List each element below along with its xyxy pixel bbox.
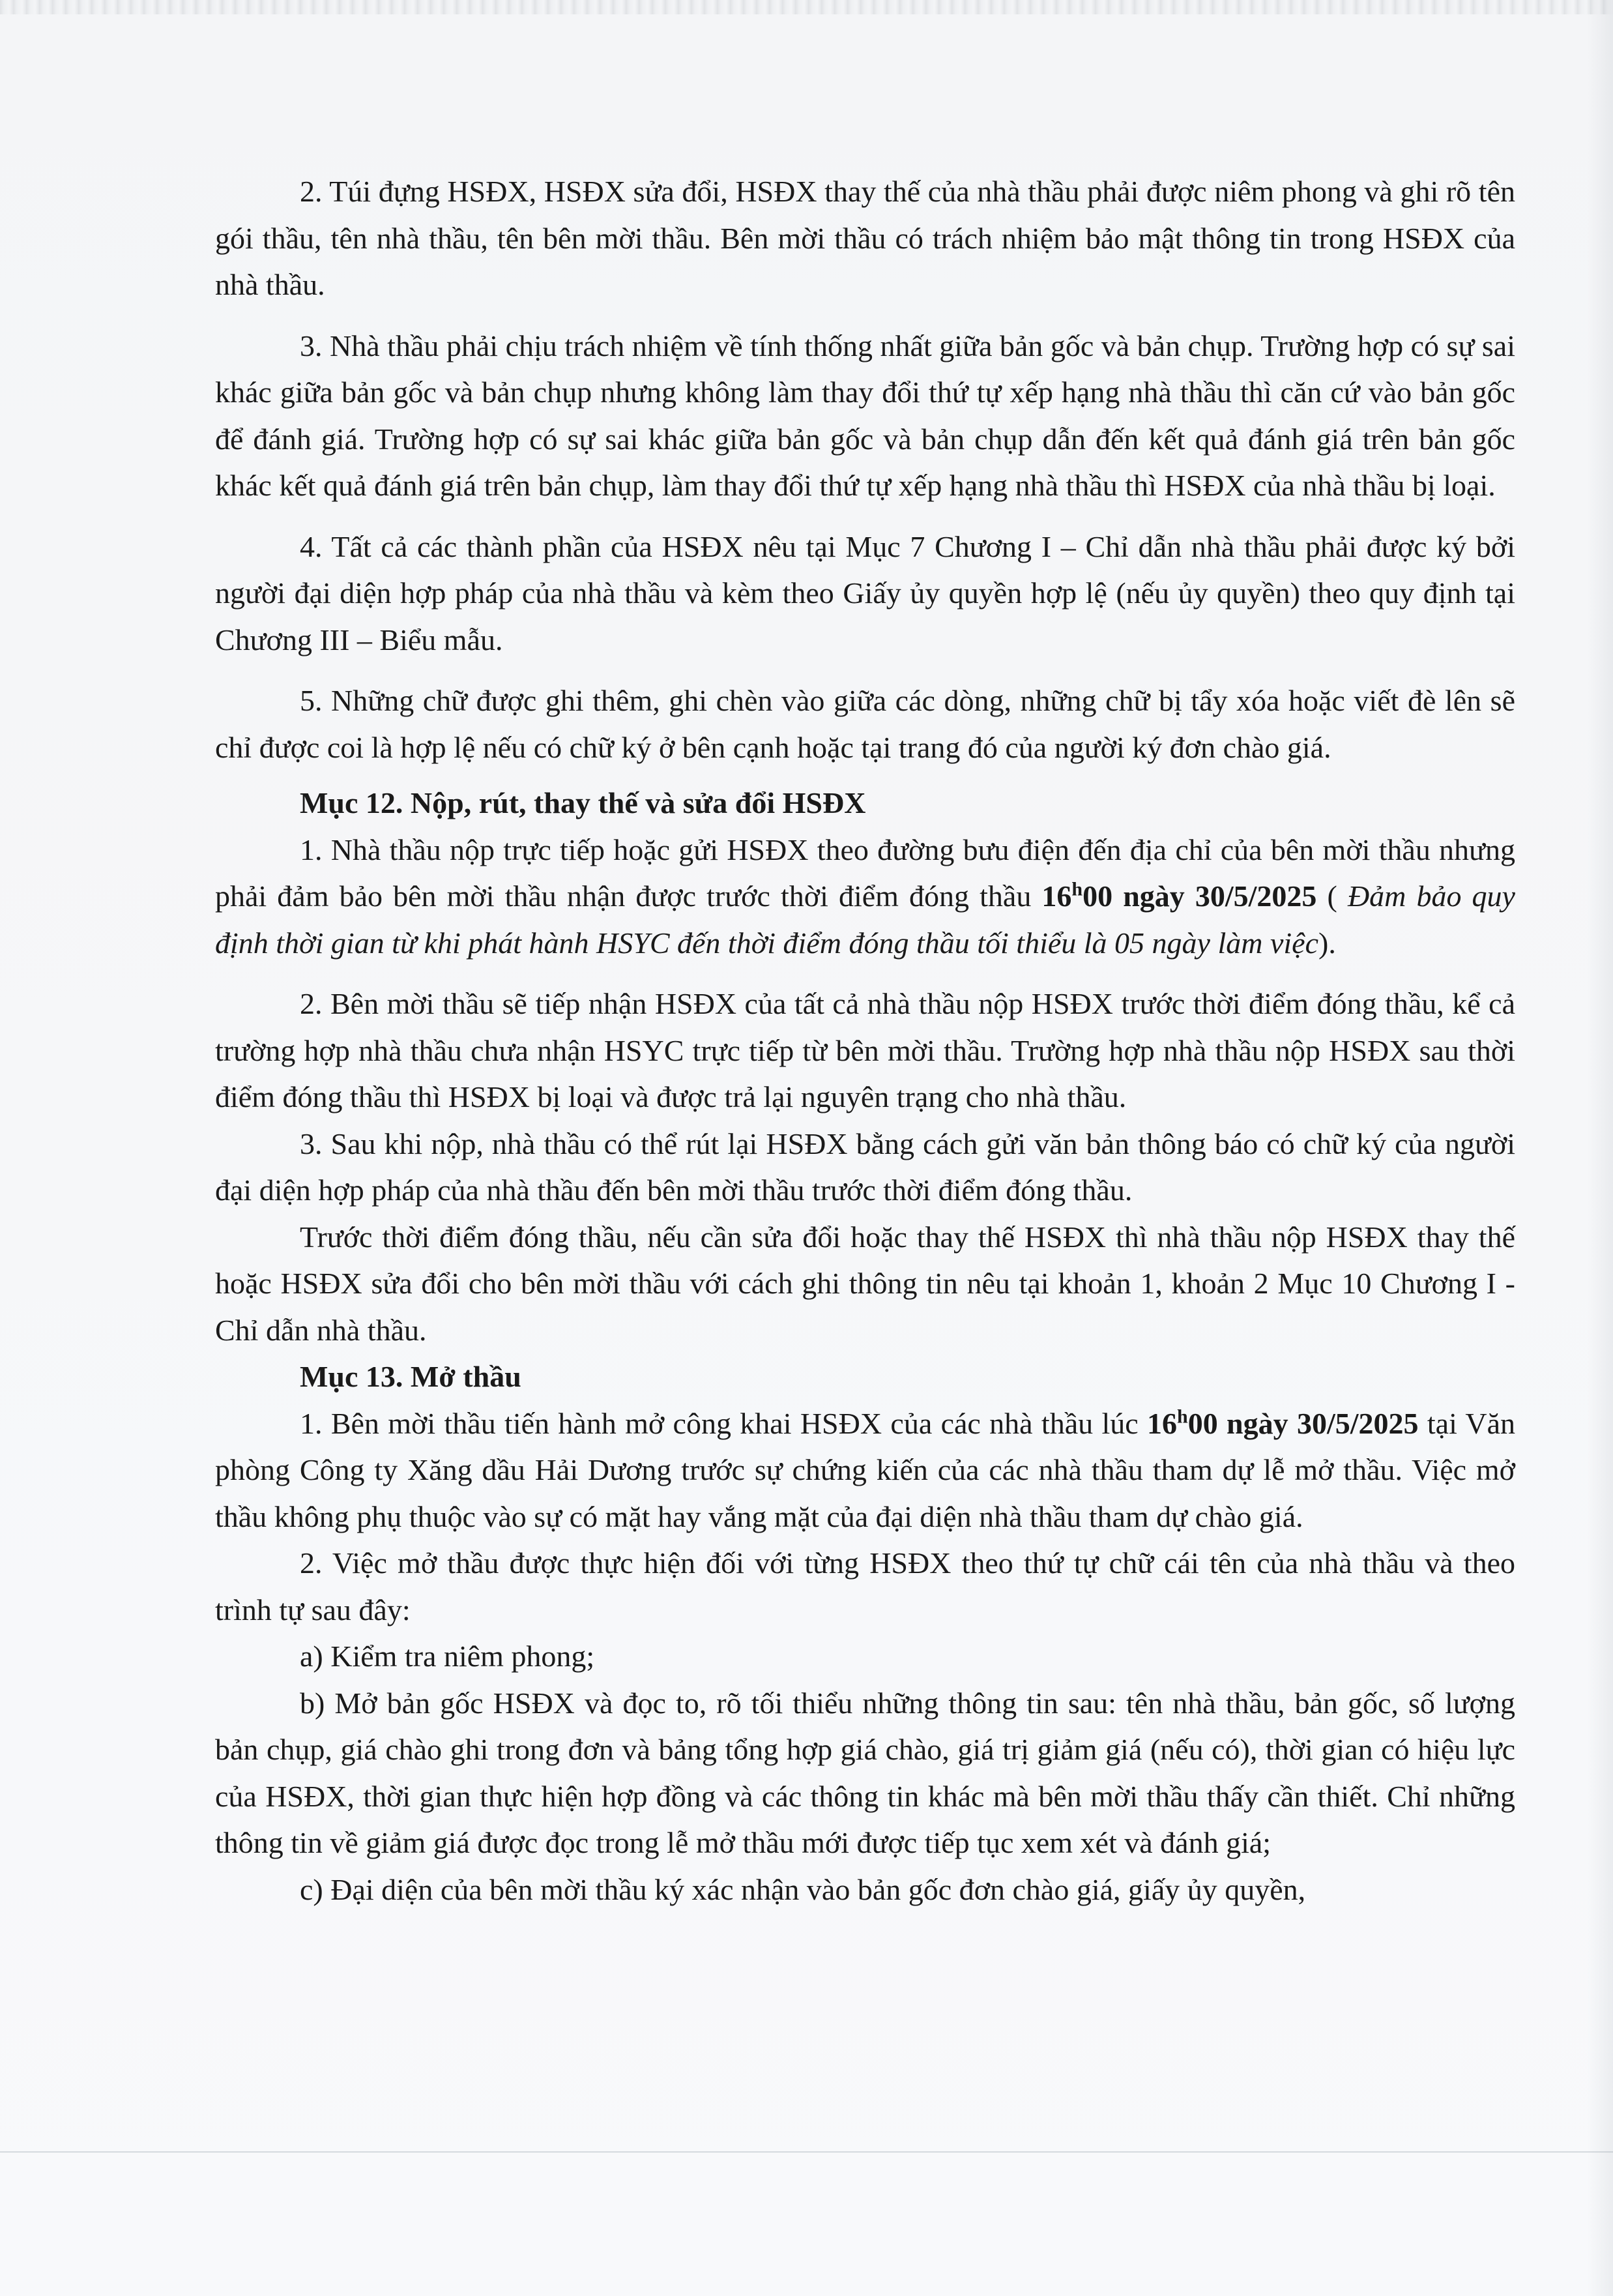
s13-p1-hour-sup: h (1177, 1406, 1188, 1428)
section-13-heading: Mục 13. Mở thầu (300, 1360, 521, 1393)
paragraph-2: 2. Túi đựng HSĐX, HSĐX sửa đổi, HSĐX thay thế của nhà thầu phải được niêm phong và ghi rõ tên gói thầu, tên nhà thầu, tên bên mời thầu. Bên mời thầu có trách nhiệm bảo mật thông tin trong HSĐX của nhà thầu. (215, 175, 1515, 301)
s12-p1-deadline (1041, 879, 1316, 913)
section-13-paragraph-1 (215, 1400, 1515, 1540)
paragraph-5: 5. Những chữ được ghi thêm, ghi chèn vào giữa các dòng, những chữ bị tẩy xóa hoặc viết đè lên sẽ chỉ được coi là hợp lệ nếu có chữ ký ở bên cạnh hoặc tại trang đó của người ký đơn chào giá. (215, 684, 1515, 764)
s12-p1-deadline-rest: 00 ngày 30/5/2025 (1083, 879, 1317, 913)
section-13-item-a: a) Kiểm tra niêm phong; (300, 1640, 595, 1673)
paragraph-4: 4. Tất cả các thành phần của HSĐX nêu tại Mục 7 Chương I – Chỉ dẫn nhà thầu phải được ký bởi người đại diện hợp pháp của nhà thầu và kèm theo Giấy ủy quyền hợp lệ (nếu ủy quyền) theo quy định tại Chương III – Biểu mẫu. (215, 529, 1515, 656)
s13-p1-text: 1. Bên mời thầu tiến hành mở công khai HSĐX của các nhà thầu lúc (300, 1406, 1148, 1440)
s13-p1-hour: 16 (1147, 1406, 1178, 1440)
s12-p1-paren-close: ). (1318, 926, 1336, 960)
scan-edge-top (0, 0, 1613, 14)
section-12-paragraph-1 (215, 827, 1515, 967)
s13-p1-rest: tại Văn phòng Công ty Xăng dầu Hải Dương trước sự chứng kiến của các nhà thầu tham dự lễ mở thầu. Việc mở thầu không phụ thuộc vào sự có mặt hay vắng mặt của đại diện nhà thầu tham dự chào giá. (215, 1406, 1515, 1533)
s12-p1-hour-sup: h (1071, 878, 1083, 900)
section-12-paragraph-3: 3. Sau khi nộp, nhà thầu có thể rút lại HSĐX bằng cách gửi văn bản thông báo có chữ ký của người đại diện hợp pháp của nhà thầu đến bên mời thầu trước thời điểm đóng thầu. (215, 1126, 1515, 1207)
s13-p1-opening-time (1147, 1407, 1419, 1440)
s12-p1-hour: 16 (1041, 879, 1072, 913)
s13-p1-time-rest: 00 ngày 30/5/2025 (1187, 1406, 1419, 1440)
section-13-item-b: b) Mở bản gốc HSĐX và đọc to, rõ tối thiểu những thông tin sau: tên nhà thầu, bản gốc, số lượng bản chụp, giá chào ghi trong đơn và bảng tổng hợp giá chào, giá trị giảm giá (nếu có), thời gian có hiệu lực của HSĐX, thời gian thực hiện hợp đồng và các thông tin khác mà bên mời thầu thấy cần thiết. Chỉ những thông tin về giảm giá được đọc trong lễ mở thầu mới được tiếp tục xem xét và đánh giá; (215, 1686, 1515, 1859)
section-13-paragraph-2: 2. Việc mở thầu được thực hiện đối với từng HSĐX theo thứ tự chữ cái tên của nhà thầu và theo trình tự sau đây: (215, 1546, 1515, 1626)
s12-p1-text: 1. Nhà thầu nộp trực tiếp hoặc gửi HSĐX theo đường bưu điện đến địa chỉ của bên mời thầu nhưng phải đảm bảo bên mời thầu nhận được trước thời điểm đóng thầu (215, 832, 1515, 913)
s12-p1-note: Đảm bảo quy định thời gian từ khi phát hành HSYC đến thời điểm đóng thầu tối thiểu là 05 ngày làm việc (215, 879, 1515, 960)
section-12-paragraph-4: Trước thời điểm đóng thầu, nếu cần sửa đổi hoặc thay thế HSĐX thì nhà thầu nộp HSĐX thay thế hoặc HSĐX sửa đổi cho bên mời thầu với cách ghi thông tin nêu tại khoản 1, khoản 2 Mục 10 Chương I - Chỉ dẫn nhà thầu. (215, 1220, 1515, 1347)
paragraph-3: 3. Nhà thầu phải chịu trách nhiệm về tính thống nhất giữa bản gốc và bản chụp. Trường hợp có sự sai khác giữa bản gốc và bản chụp nhưng không làm thay đổi thứ tự xếp hạng nhà thầu thì căn cứ vào bản gốc để đánh giá. Trường hợp có sự sai khác giữa bản gốc và bản chụp dẫn đến kết quả đánh giá trên bản gốc khác kết quả đánh giá trên bản chụp, làm thay đổi thứ tự xếp hạng nhà thầu thì HSĐX của nhà thầu bị loại. (215, 329, 1515, 502)
scan-edge-right (1587, 0, 1613, 2296)
document-body (215, 168, 1515, 1913)
section-12-heading: Mục 12. Nộp, rút, thay thế và sửa đổi HSĐX (300, 786, 866, 819)
section-12-paragraph-2: 2. Bên mời thầu sẽ tiếp nhận HSĐX của tất cả nhà thầu nộp HSĐX trước thời điểm đóng thầu, kể cả trường hợp nhà thầu chưa nhận HSYC trực tiếp từ bên mời thầu. Trường hợp nhà thầu nộp HSĐX sau thời điểm đóng thầu thì HSĐX bị loại và được trả lại nguyên trạng cho nhà thầu. (215, 987, 1515, 1113)
s12-p1-paren-open: ( (1316, 879, 1348, 913)
scan-artifact-line (0, 2151, 1613, 2153)
section-13-item-c: c) Đại diện của bên mời thầu ký xác nhận vào bản gốc đơn chào giá, giấy ủy quyền, (300, 1872, 1306, 1906)
